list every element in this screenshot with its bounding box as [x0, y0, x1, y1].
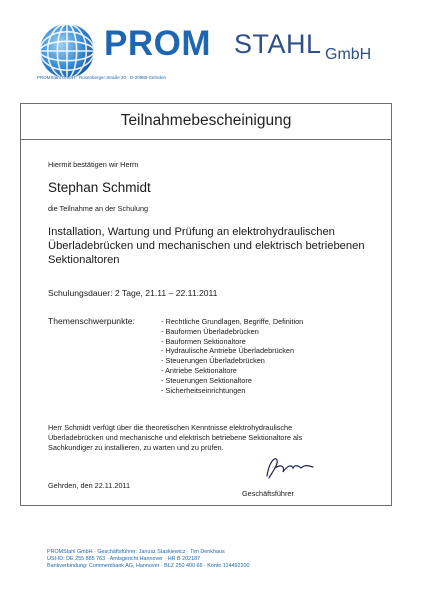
participant-name: Stephan Schmidt [48, 180, 151, 195]
topic-item: - Bauformen Sektionaltore [161, 337, 303, 347]
certificate-frame [20, 103, 392, 506]
footer-line: Bankverbindung: Commerzbank AG, Hannover · BLZ 250 400 66 · Konto 114492200 [47, 563, 250, 570]
course-title [48, 225, 365, 268]
topic-item: - Hydraulische Antriebe Überladebrücken [161, 346, 303, 356]
topic-item: - Rechtliche Grundlagen, Begriffe, Definition [161, 317, 303, 327]
statement-line: Überladebrücken und mechanische und elektrisch betriebene Sektionaltore als [48, 432, 303, 442]
signer-title: Geschäftsführer [242, 489, 294, 498]
signature [259, 454, 319, 482]
topic-item: - Bauformen Überladebrücken [161, 327, 303, 337]
topics-list [161, 317, 303, 395]
course-title-line: Installation, Wartung und Prüfung an elektrohydraulischen [48, 226, 335, 238]
letterhead [0, 0, 435, 90]
course-title-line: Überladebrücken und mechanischen und elektrisch betriebenen [48, 240, 365, 253]
course-title-line: Sektionaltoren [48, 254, 120, 267]
brand-name-gmbh: GmbH [325, 46, 372, 63]
course-duration: Schulungsdauer: 2 Tage, 21.11 – 22.11.2011 [48, 288, 218, 298]
company-footer [47, 549, 249, 571]
topic-item: - Antriebe Sektionaltore [161, 366, 303, 376]
intro-text: Hiermit bestätigen wir Herrn [48, 160, 139, 169]
company-address: PROMStahl GmbH · Rosenberger Straße 20 · D-20989 Gehrden [37, 75, 167, 80]
brand-name-stahl: STAHL [234, 29, 322, 59]
qualification-statement [48, 423, 378, 452]
statement-line: Sachkundiger zu installieren, zu warten und zu prüfen. [48, 442, 224, 452]
document-title: Teilnahmebescheinigung [120, 112, 292, 129]
globe-logo-icon [38, 22, 96, 80]
brand-name-prom: PROM [104, 24, 211, 63]
topics-label: Themenschwerpunkte: [48, 316, 135, 326]
topic-item: - Steuerungen Sektionaltore [161, 376, 303, 386]
statement-line: Herr Schmidt verfügt über die theoretischen Kenntnisse elektrohydraulische [48, 423, 293, 432]
place-date: Gehrden, den 22.11.2011 [48, 481, 131, 490]
footer-line: PROMStahl GmbH · Geschäftsführer: Janusz Staskiewicz · Tim Denkhaus [47, 549, 225, 555]
footer-line: USt-ID: DE 255 885 763 · Amtsgericht Hannover · HR B 202187 [47, 556, 201, 563]
title-box [21, 104, 391, 140]
participation-text: die Teilnahme an der Schulung [48, 204, 149, 213]
topic-item: - Sicherheitseinrichtungen [161, 386, 303, 396]
topic-item: - Steuerungen Überladebrücken [161, 356, 303, 366]
